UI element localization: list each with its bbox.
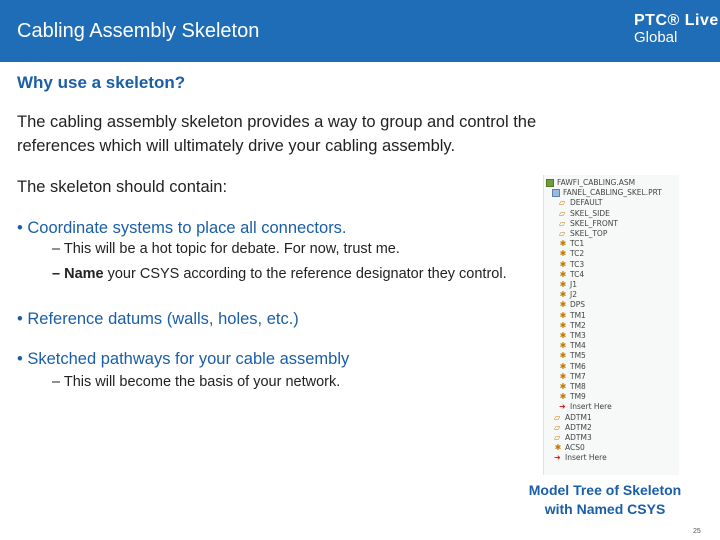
csys-icon: ✱ — [559, 382, 567, 391]
caption-line2: with Named CSYS — [544, 501, 666, 517]
ptc-live-global-logo — [634, 12, 719, 46]
tree-row[interactable] — [559, 321, 586, 331]
tree-row[interactable] — [559, 239, 584, 249]
csys-icon: ✱ — [559, 392, 567, 402]
tree-row-label: TM3 — [570, 331, 586, 340]
tree-row-label: ADTM3 — [565, 433, 592, 442]
tree-row-label: ADTM1 — [565, 412, 592, 422]
tree-row[interactable] — [554, 423, 592, 433]
tree-row-label: ADTM2 — [565, 422, 592, 432]
tree-row-label: FANEL_CABLING_SKEL.PRT — [563, 188, 662, 198]
tree-row[interactable] — [559, 362, 586, 372]
sub-bullet-network-basis: – This will become the basis of your network. — [52, 374, 341, 390]
tree-row[interactable] — [559, 331, 586, 341]
tree-row[interactable] — [559, 392, 586, 402]
tree-row-label: SKEL_SIDE — [570, 208, 610, 218]
csys-icon: ✱ — [559, 239, 567, 249]
tree-row-label: TM1 — [570, 310, 586, 320]
tree-row-label: DPS — [570, 300, 586, 310]
datum-plane-icon: ▱ — [559, 198, 566, 208]
csys-icon: ✱ — [559, 290, 567, 300]
model-tree-screenshot — [543, 175, 679, 475]
section-subtitle: Why use a skeleton? — [17, 73, 186, 92]
tree-row-label: TM2 — [570, 320, 586, 330]
csys-icon: ✱ — [559, 300, 567, 310]
tree-row-label: TM8 — [570, 382, 586, 391]
intro-line2: references which will ultimately drive your cabling assembly. — [17, 137, 456, 155]
tree-row[interactable] — [559, 351, 586, 361]
datum-plane-icon: ▱ — [559, 229, 566, 238]
sub-bullet-name-csys — [52, 266, 507, 282]
datum-plane-icon: ▱ — [559, 208, 566, 218]
page-number: 25 — [693, 528, 701, 535]
tree-row[interactable] — [559, 198, 603, 208]
tree-row[interactable] — [559, 229, 607, 239]
bullet-coordinate-systems: • Coordinate systems to place all connectors. — [17, 219, 347, 237]
tree-row-label: J2 — [570, 290, 577, 300]
tree-row[interactable] — [554, 453, 607, 463]
sub-bullet-name-rest: your CSYS according to the reference designator they control. — [103, 266, 507, 282]
contain-heading: The skeleton should contain: — [17, 178, 228, 196]
tree-row[interactable] — [554, 443, 585, 453]
tree-row[interactable] — [559, 249, 584, 259]
tree-row[interactable] — [559, 290, 577, 300]
tree-row-label: Insert Here — [570, 402, 612, 412]
datum-plane-icon: ▱ — [554, 422, 561, 432]
tree-row-label: DEFAULT — [570, 198, 603, 208]
insert-arrow-icon: ➜ — [554, 453, 561, 463]
insert-arrow-icon: ➜ — [559, 402, 566, 412]
logo-line2: Global — [634, 29, 678, 46]
tree-row-label: TM5 — [570, 351, 586, 361]
tree-caption — [505, 481, 705, 519]
bullet-reference-datums: • Reference datums (walls, holes, etc.) — [17, 310, 299, 328]
assembly-icon — [546, 179, 554, 187]
datum-plane-icon: ▱ — [554, 433, 561, 442]
csys-icon: ✱ — [559, 310, 567, 320]
bullet-sketched-pathways: • Sketched pathways for your cable assembly — [17, 350, 350, 368]
caption-line1: Model Tree of Skeleton — [528, 482, 682, 498]
csys-icon: ✱ — [559, 259, 567, 269]
tree-row-label: TM6 — [570, 361, 586, 371]
logo-line1: PTC® Live — [634, 12, 719, 29]
tree-row[interactable] — [559, 260, 584, 270]
tree-row[interactable] — [559, 280, 577, 290]
tree-row-label: SKEL_FRONT — [570, 218, 618, 228]
csys-icon: ✱ — [559, 280, 567, 289]
tree-row[interactable] — [559, 219, 618, 229]
slide-header — [0, 0, 720, 62]
csys-icon: ✱ — [559, 371, 567, 381]
tree-row[interactable] — [559, 209, 610, 219]
csys-icon: ✱ — [554, 443, 562, 453]
csys-icon: ✱ — [559, 320, 567, 330]
tree-row[interactable] — [559, 402, 612, 412]
sub-bullet-hot-topic: – This will be a hot topic for debate. For now, trust me. — [52, 241, 400, 257]
sub-bullet-name-bold: – Name — [52, 266, 104, 282]
datum-plane-icon: ▱ — [559, 218, 566, 228]
csys-icon: ✱ — [559, 341, 567, 351]
tree-row-label: TC1 — [570, 239, 585, 249]
tree-row[interactable] — [554, 413, 592, 423]
tree-row[interactable] — [554, 433, 592, 443]
tree-row-label: ACS0 — [565, 443, 585, 453]
csys-icon: ✱ — [559, 351, 567, 361]
slide-title: Cabling Assembly Skeleton — [17, 20, 260, 42]
tree-row[interactable] — [559, 341, 586, 351]
tree-row-label: Insert Here — [565, 453, 607, 463]
tree-row-label: TC3 — [570, 259, 585, 269]
datum-plane-icon: ▱ — [554, 412, 561, 422]
tree-row[interactable] — [559, 311, 586, 321]
tree-row[interactable] — [546, 178, 635, 188]
tree-row[interactable] — [559, 382, 586, 392]
tree-row-label: SKEL_TOP — [570, 229, 608, 238]
tree-row[interactable] — [552, 188, 662, 198]
csys-icon: ✱ — [559, 331, 567, 340]
tree-row[interactable] — [559, 300, 585, 310]
csys-icon: ✱ — [559, 361, 567, 371]
tree-row[interactable] — [559, 372, 586, 382]
csys-icon: ✱ — [559, 249, 567, 259]
intro-line1: The cabling assembly skeleton provides a way to group and control the — [17, 113, 537, 131]
tree-row-label: TC4 — [570, 269, 585, 279]
tree-row-label: TC2 — [570, 249, 585, 259]
tree-row-label: FAWFI_CABLING.ASM — [557, 178, 636, 187]
part-icon — [552, 189, 560, 197]
tree-row-label: TM9 — [570, 392, 586, 402]
tree-row-label: TM4 — [570, 341, 586, 351]
tree-row-label: TM7 — [570, 371, 586, 381]
csys-icon: ✱ — [559, 269, 567, 279]
tree-row-label: J1 — [570, 280, 577, 289]
intro-text — [17, 110, 536, 158]
tree-row[interactable] — [559, 270, 584, 280]
